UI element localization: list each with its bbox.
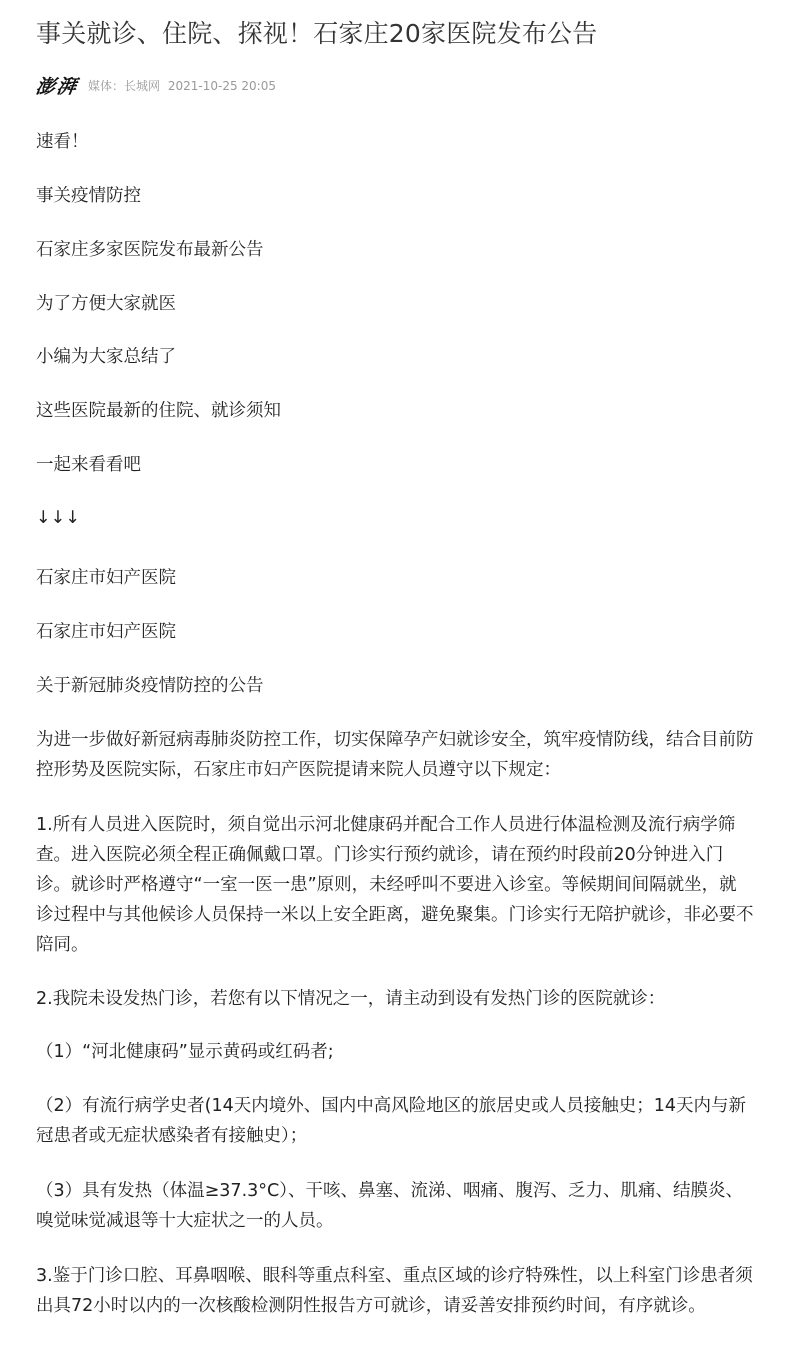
hospital-name: 石家庄市妇产医院 <box>36 568 176 588</box>
article-meta <box>36 70 280 100</box>
paragraph: 石家庄多家医院发布最新公告 <box>36 240 264 260</box>
source-logo[interactable]: 澎湃 <box>34 75 80 98</box>
condition-2: （2）有流行病学史者(14天内境外、国内中高风险地区的旅居史或人员接触史；14天内与新冠患者或无症状感染者有接触史）； <box>36 1096 746 1146</box>
paragraph: 速看！ <box>36 132 89 152</box>
paragraph: 这些医院最新的住院、就诊须知 <box>36 401 281 421</box>
article-title: 事关就诊、住院、探视！石家庄20家医院发布公告 <box>36 19 598 48</box>
media-source: 媒体：长城网 <box>88 78 161 93</box>
condition-3: （3）具有发热（体温≥37.3°C）、干咳、鼻塞、流涕、咽痛、腹泻、乏力、肌痛、结膜炎、嗅觉味觉减退等十大症状之一的人员。 <box>36 1181 743 1231</box>
notice-heading: 关于新冠肺炎疫情防控的公告 <box>36 676 264 696</box>
paragraph: 一起来看看吧 <box>36 455 141 475</box>
paragraph: 为进一步做好新冠病毒肺炎防控工作，切实保障孕产妇就诊安全，筑牢疫情防线，结合目前防控形势及医院实际，石家庄市妇产医院提请来院人员遵守以下规定： <box>36 730 754 780</box>
rule-3: 3.鉴于门诊口腔、耳鼻咽喉、眼科等重点科室、重点区域的诊疗特殊性，以上科室门诊患者须出具72小时以内的一次核酸检测阴性报告方可就诊，请妥善安排预约时间，有序就诊。 <box>36 1266 753 1316</box>
hospital-name: 石家庄市妇产医院 <box>36 622 176 642</box>
arrows-paragraph: ↓↓↓ <box>36 508 80 528</box>
meta-info <box>88 77 280 94</box>
paragraph: 小编为大家总结了 <box>36 347 176 367</box>
publish-datetime: 2021-10-25 20:05 <box>167 78 276 93</box>
condition-1: （1）“河北健康码”显示黄码或红码者; <box>36 1042 334 1062</box>
paragraph: 为了方便大家就医 <box>36 294 176 314</box>
paragraph: 事关疫情防控 <box>36 186 141 206</box>
rule-2: 2.我院未设发热门诊，若您有以下情况之一，请主动到设有发热门诊的医院就诊： <box>36 989 666 1009</box>
rule-1: 1.所有人员进入医院时，须自觉出示河北健康码并配合工作人员进行体温检测及流行病学筛查。进入医院必须全程正确佩戴口罩。门诊实行预约就诊，请在预约时段前20分钟进入门诊。就诊时严格遵守“一室一医一患”原则，未经呼叫不要进入诊室。等候期间间隔就坐，就诊过程中与其他候诊人员保持一米以上安全距离，避免聚集。门诊实行无陪护就诊，非必要不陪同。 <box>36 815 754 955</box>
